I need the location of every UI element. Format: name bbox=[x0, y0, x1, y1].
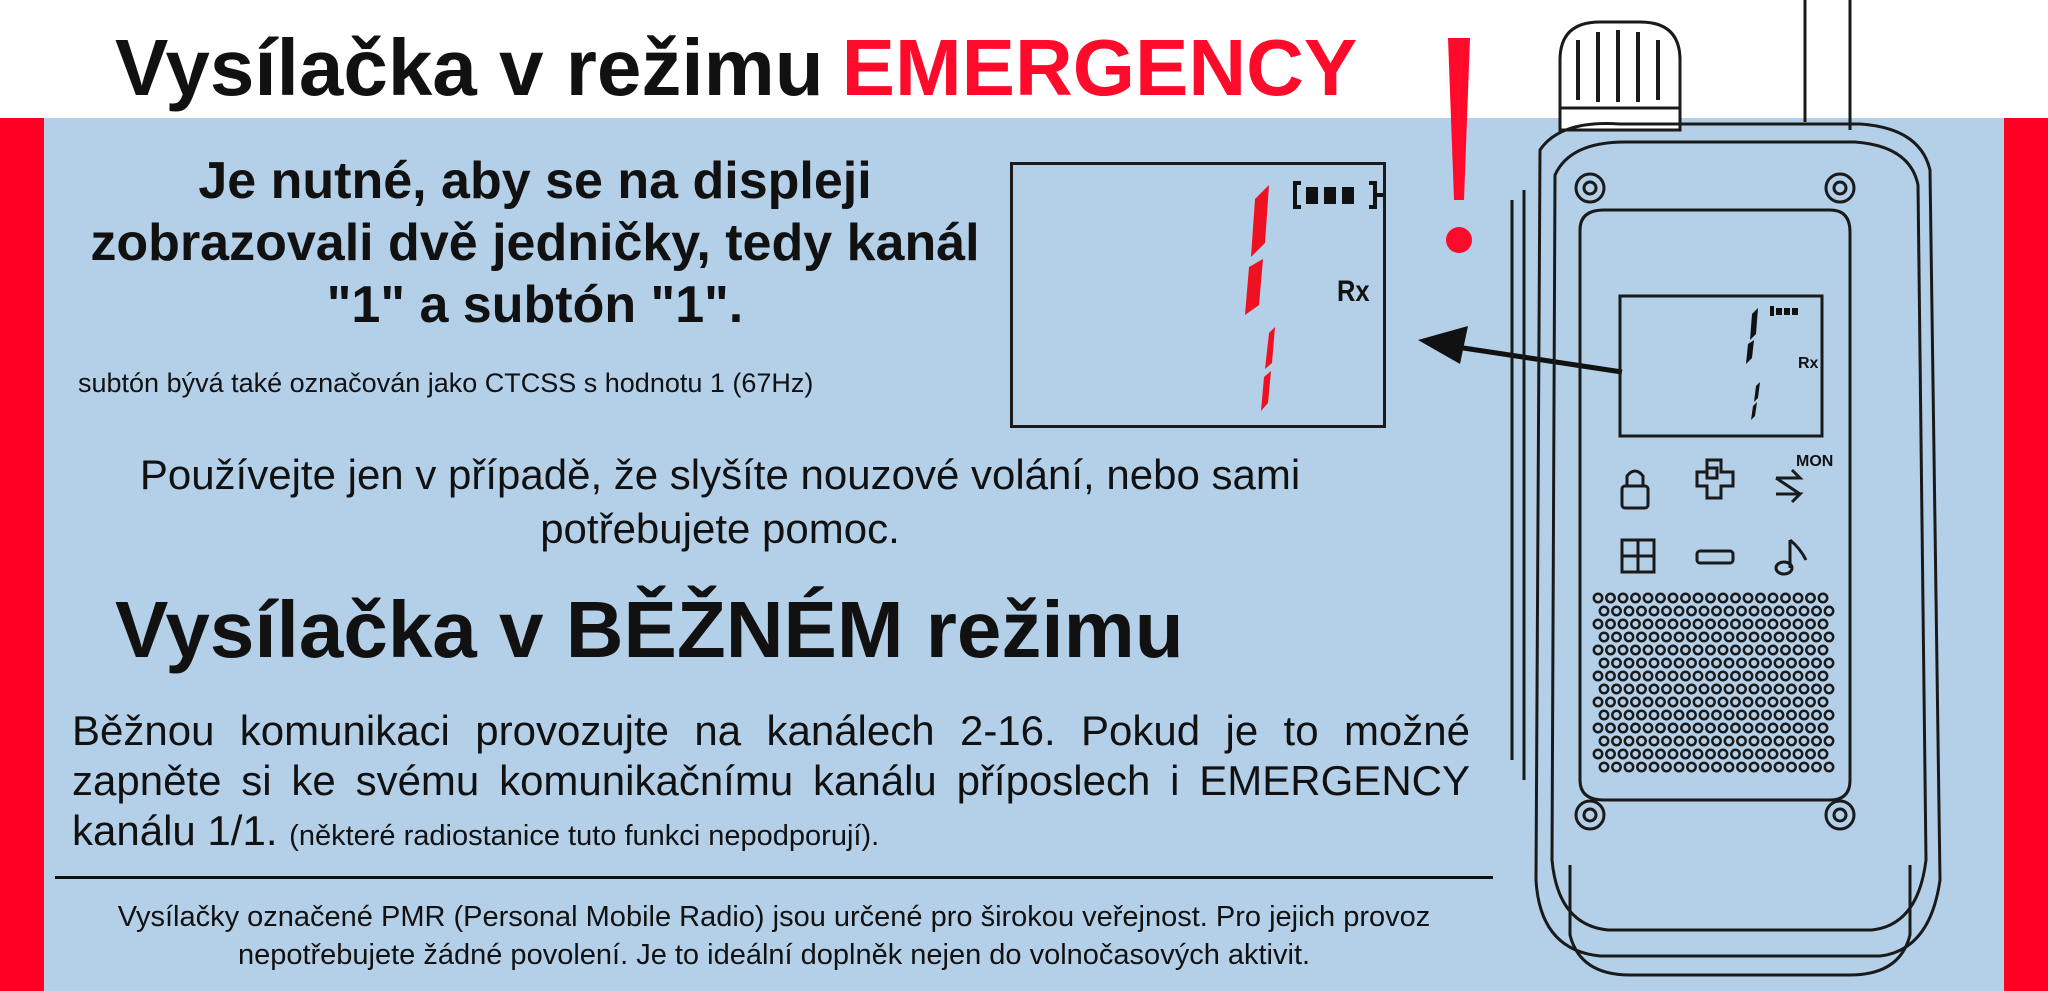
speaker-hole bbox=[1675, 737, 1683, 745]
speaker-hole bbox=[1606, 620, 1614, 628]
speaker-hole bbox=[1775, 737, 1783, 745]
speaker-hole bbox=[1737, 685, 1745, 693]
speaker-hole bbox=[1656, 646, 1664, 654]
speaker-hole bbox=[1744, 698, 1752, 706]
speaker-hole bbox=[1650, 737, 1658, 745]
speaker-hole bbox=[1737, 763, 1745, 771]
speaker-hole bbox=[1712, 763, 1720, 771]
speaker-hole bbox=[1594, 672, 1602, 680]
speaker-hole bbox=[1781, 646, 1789, 654]
speaker-hole bbox=[1725, 659, 1733, 667]
speaker-hole bbox=[1625, 607, 1633, 615]
speaker-hole bbox=[1800, 763, 1808, 771]
speaker-hole bbox=[1787, 763, 1795, 771]
speaker-hole bbox=[1612, 633, 1620, 641]
speaker-hole bbox=[1694, 698, 1702, 706]
normal-mode-note: (některé radiostanice tuto funkci nepodporují). bbox=[289, 820, 880, 852]
speaker-hole bbox=[1669, 646, 1677, 654]
speaker-hole bbox=[1775, 607, 1783, 615]
speaker-hole bbox=[1806, 646, 1814, 654]
speaker-hole bbox=[1712, 685, 1720, 693]
speaker-hole bbox=[1637, 763, 1645, 771]
speaker-hole bbox=[1812, 763, 1820, 771]
speaker-hole bbox=[1787, 607, 1795, 615]
speaker-hole bbox=[1681, 698, 1689, 706]
speaker-hole bbox=[1737, 607, 1745, 615]
speaker-hole bbox=[1619, 594, 1627, 602]
speaker-hole bbox=[1612, 685, 1620, 693]
speaker-hole bbox=[1644, 750, 1652, 758]
speaker-hole bbox=[1650, 659, 1658, 667]
speaker-hole bbox=[1606, 698, 1614, 706]
speaker-hole bbox=[1606, 594, 1614, 602]
speaker-hole bbox=[1631, 620, 1639, 628]
mini-display bbox=[1620, 296, 1822, 436]
speaker-hole bbox=[1637, 659, 1645, 667]
speaker-hole bbox=[1750, 737, 1758, 745]
speaker-hole bbox=[1794, 594, 1802, 602]
speaker-hole bbox=[1631, 646, 1639, 654]
speaker-hole bbox=[1656, 620, 1664, 628]
speaker-hole bbox=[1706, 698, 1714, 706]
speaker-hole bbox=[1725, 737, 1733, 745]
speaker-hole bbox=[1750, 711, 1758, 719]
speaker-hole bbox=[1637, 607, 1645, 615]
speaker-hole bbox=[1756, 750, 1764, 758]
speaker-hole bbox=[1687, 633, 1695, 641]
speaker-hole bbox=[1644, 672, 1652, 680]
speaker-hole bbox=[1756, 698, 1764, 706]
speaker-hole bbox=[1737, 659, 1745, 667]
speaker-hole bbox=[1819, 646, 1827, 654]
speaker-hole bbox=[1625, 633, 1633, 641]
speaker-hole bbox=[1706, 724, 1714, 732]
speaker-hole bbox=[1700, 763, 1708, 771]
footer-text: Vysílačky označené PMR (Personal Mobile Radio) jsou určené pro širokou veřejnost. Pro jejich provoz nepotřebujete žádné povolení. Je to ideální doplněk nejen do volnočasových aktivit. bbox=[117, 901, 1431, 971]
speaker-hole bbox=[1594, 724, 1602, 732]
speaker-hole bbox=[1719, 698, 1727, 706]
scan-icon bbox=[1776, 470, 1800, 502]
speaker-hole bbox=[1806, 594, 1814, 602]
speaker-hole bbox=[1750, 633, 1758, 641]
speaker-hole bbox=[1756, 672, 1764, 680]
speaker-hole bbox=[1656, 672, 1664, 680]
speaker-hole bbox=[1606, 750, 1614, 758]
speaker-hole bbox=[1700, 737, 1708, 745]
rx-label: Rx bbox=[1337, 275, 1370, 308]
speaker-hole bbox=[1650, 685, 1658, 693]
speaker-hole bbox=[1769, 672, 1777, 680]
speaker-hole bbox=[1662, 659, 1670, 667]
speaker-hole bbox=[1806, 698, 1814, 706]
display-digits bbox=[1013, 165, 1389, 431]
speaker-hole bbox=[1681, 620, 1689, 628]
speaker-hole bbox=[1712, 711, 1720, 719]
speaker-hole bbox=[1700, 607, 1708, 615]
speaker-hole bbox=[1762, 685, 1770, 693]
speaker-hole bbox=[1662, 737, 1670, 745]
speaker-hole bbox=[1762, 607, 1770, 615]
speaker-hole bbox=[1781, 750, 1789, 758]
speaker-hole bbox=[1687, 763, 1695, 771]
speaker-hole bbox=[1794, 698, 1802, 706]
divider bbox=[55, 876, 1493, 879]
speaker-hole bbox=[1762, 711, 1770, 719]
speaker-hole bbox=[1744, 646, 1752, 654]
speaker-hole bbox=[1819, 620, 1827, 628]
lock-icon bbox=[1622, 486, 1648, 508]
mini-display-rx: Rx bbox=[1798, 355, 1819, 372]
speaker-hole bbox=[1650, 633, 1658, 641]
speaker-hole bbox=[1669, 672, 1677, 680]
speaker-hole bbox=[1619, 620, 1627, 628]
exclamation-icon bbox=[1430, 30, 1490, 270]
speaker-hole bbox=[1750, 659, 1758, 667]
speaker-hole bbox=[1631, 750, 1639, 758]
emergency-title-prefix: Vysílačka v režimu bbox=[115, 23, 824, 112]
speaker-hole bbox=[1825, 737, 1833, 745]
speaker-hole bbox=[1625, 659, 1633, 667]
emergency-usage: Používejte jen v případě, že slyšíte nouzové volání, nebo sami potřebujete pomoc. bbox=[139, 451, 1301, 552]
emergency-title bbox=[115, 23, 1358, 112]
speaker-hole bbox=[1756, 594, 1764, 602]
speaker-hole bbox=[1706, 620, 1714, 628]
speaker-hole bbox=[1750, 763, 1758, 771]
speaker-hole bbox=[1662, 763, 1670, 771]
speaker-hole bbox=[1625, 763, 1633, 771]
speaker-hole bbox=[1812, 711, 1820, 719]
speaker-hole bbox=[1794, 646, 1802, 654]
speaker-hole bbox=[1812, 737, 1820, 745]
speaker-hole bbox=[1725, 607, 1733, 615]
speaker-hole bbox=[1744, 672, 1752, 680]
speaker-hole bbox=[1662, 607, 1670, 615]
speaker-hole bbox=[1644, 646, 1652, 654]
speaker-hole bbox=[1687, 685, 1695, 693]
speaker-hole bbox=[1675, 659, 1683, 667]
speaker-hole bbox=[1687, 737, 1695, 745]
speaker-hole bbox=[1731, 672, 1739, 680]
speaker-hole bbox=[1675, 685, 1683, 693]
speaker-hole bbox=[1600, 737, 1608, 745]
speaker-hole bbox=[1775, 659, 1783, 667]
speaker-hole bbox=[1650, 607, 1658, 615]
plus-icon bbox=[1697, 460, 1733, 498]
speaker-hole bbox=[1650, 763, 1658, 771]
speaker-hole bbox=[1794, 724, 1802, 732]
speaker-hole bbox=[1737, 711, 1745, 719]
speaker-hole bbox=[1656, 750, 1664, 758]
speaker-hole bbox=[1612, 763, 1620, 771]
speaker-hole bbox=[1775, 763, 1783, 771]
speaker-hole bbox=[1825, 633, 1833, 641]
speaker-hole bbox=[1744, 750, 1752, 758]
speaker-hole bbox=[1600, 711, 1608, 719]
speaker-hole bbox=[1781, 724, 1789, 732]
speaker-hole bbox=[1806, 724, 1814, 732]
mon-label: MON bbox=[1796, 453, 1834, 470]
speaker-hole bbox=[1594, 620, 1602, 628]
channel-digit bbox=[1245, 185, 1269, 315]
speaker-hole bbox=[1675, 633, 1683, 641]
speaker-hole bbox=[1631, 672, 1639, 680]
speaker-hole bbox=[1812, 685, 1820, 693]
speaker-hole bbox=[1675, 763, 1683, 771]
speaker-hole bbox=[1762, 737, 1770, 745]
speaker-hole bbox=[1612, 711, 1620, 719]
display-illustration bbox=[1010, 162, 1386, 428]
speaker-hole bbox=[1769, 750, 1777, 758]
speaker-hole bbox=[1825, 659, 1833, 667]
speaker-hole bbox=[1806, 672, 1814, 680]
speaker-hole bbox=[1656, 724, 1664, 732]
speaker-hole bbox=[1756, 724, 1764, 732]
speaker-hole bbox=[1762, 763, 1770, 771]
speaker-hole bbox=[1750, 607, 1758, 615]
speaker-hole bbox=[1619, 724, 1627, 732]
speaker-hole bbox=[1619, 698, 1627, 706]
speaker-hole bbox=[1744, 724, 1752, 732]
speaker-hole bbox=[1712, 737, 1720, 745]
speaker-hole bbox=[1644, 698, 1652, 706]
speaker-hole bbox=[1769, 620, 1777, 628]
speaker-hole bbox=[1681, 646, 1689, 654]
speaker-hole bbox=[1669, 620, 1677, 628]
speaker-hole bbox=[1719, 750, 1727, 758]
speaker-hole bbox=[1694, 750, 1702, 758]
speaker-hole bbox=[1619, 672, 1627, 680]
speaker-grille bbox=[1594, 594, 1833, 771]
speaker-hole bbox=[1781, 594, 1789, 602]
speaker-hole bbox=[1744, 620, 1752, 628]
speaker-hole bbox=[1600, 607, 1608, 615]
speaker-hole bbox=[1687, 659, 1695, 667]
speaker-hole bbox=[1769, 698, 1777, 706]
speaker-hole bbox=[1819, 672, 1827, 680]
speaker-hole bbox=[1694, 672, 1702, 680]
speaker-hole bbox=[1594, 750, 1602, 758]
speaker-hole bbox=[1794, 750, 1802, 758]
speaker-hole bbox=[1644, 724, 1652, 732]
speaker-hole bbox=[1656, 594, 1664, 602]
speaker-hole bbox=[1806, 620, 1814, 628]
speaker-hole bbox=[1800, 633, 1808, 641]
speaker-hole bbox=[1619, 646, 1627, 654]
speaker-hole bbox=[1819, 698, 1827, 706]
speaker-hole bbox=[1681, 750, 1689, 758]
speaker-hole bbox=[1781, 620, 1789, 628]
speaker-hole bbox=[1650, 711, 1658, 719]
speaker-hole bbox=[1787, 633, 1795, 641]
left-red-stripe bbox=[0, 118, 44, 991]
speaker-hole bbox=[1612, 607, 1620, 615]
speaker-hole bbox=[1762, 633, 1770, 641]
speaker-hole bbox=[1825, 607, 1833, 615]
speaker-hole bbox=[1787, 711, 1795, 719]
speaker-hole bbox=[1700, 659, 1708, 667]
speaker-hole bbox=[1675, 711, 1683, 719]
speaker-hole bbox=[1781, 672, 1789, 680]
speaker-hole bbox=[1637, 737, 1645, 745]
speaker-hole bbox=[1594, 594, 1602, 602]
emergency-title-emphasis: EMERGENCY bbox=[841, 23, 1358, 112]
speaker-hole bbox=[1619, 750, 1627, 758]
speaker-hole bbox=[1775, 711, 1783, 719]
speaker-hole bbox=[1769, 646, 1777, 654]
speaker-hole bbox=[1600, 685, 1608, 693]
speaker-hole bbox=[1662, 711, 1670, 719]
speaker-hole bbox=[1737, 737, 1745, 745]
normal-mode-text bbox=[72, 706, 1470, 861]
speaker-hole bbox=[1762, 659, 1770, 667]
speaker-hole bbox=[1681, 724, 1689, 732]
speaker-hole bbox=[1687, 711, 1695, 719]
speaker-hole bbox=[1769, 724, 1777, 732]
speaker-hole bbox=[1769, 594, 1777, 602]
speaker-hole bbox=[1631, 698, 1639, 706]
speaker-hole bbox=[1756, 646, 1764, 654]
speaker-hole bbox=[1669, 724, 1677, 732]
speaker-hole bbox=[1737, 633, 1745, 641]
speaker-hole bbox=[1719, 724, 1727, 732]
speaker-hole bbox=[1694, 724, 1702, 732]
speaker-hole bbox=[1800, 659, 1808, 667]
speaker-hole bbox=[1800, 711, 1808, 719]
radio-illustration bbox=[1500, 0, 2020, 991]
speaker-hole bbox=[1731, 724, 1739, 732]
speaker-hole bbox=[1637, 711, 1645, 719]
speaker-hole bbox=[1625, 737, 1633, 745]
speaker-hole bbox=[1600, 763, 1608, 771]
speaker-hole bbox=[1731, 698, 1739, 706]
speaker-hole bbox=[1662, 685, 1670, 693]
normal-mode-body: Běžnou komunikaci provozujte na kanálech 2-16. Pokud je to možné zapněte si ke svému komunikačnímu kanálu příposlech i EMERGENCY kanálu 1/1. bbox=[72, 707, 1470, 854]
speaker-hole bbox=[1719, 646, 1727, 654]
speaker-hole bbox=[1656, 698, 1664, 706]
speaker-hole bbox=[1806, 750, 1814, 758]
speaker-hole bbox=[1725, 685, 1733, 693]
speaker-hole bbox=[1600, 633, 1608, 641]
speaker-hole bbox=[1706, 672, 1714, 680]
speaker-hole bbox=[1637, 685, 1645, 693]
speaker-hole bbox=[1794, 672, 1802, 680]
speaker-hole bbox=[1825, 763, 1833, 771]
speaker-hole bbox=[1712, 633, 1720, 641]
speaker-hole bbox=[1669, 594, 1677, 602]
speaker-hole bbox=[1706, 646, 1714, 654]
speaker-hole bbox=[1612, 659, 1620, 667]
speaker-hole bbox=[1750, 685, 1758, 693]
speaker-hole bbox=[1625, 685, 1633, 693]
speaker-hole bbox=[1725, 711, 1733, 719]
speaker-hole bbox=[1700, 633, 1708, 641]
speaker-hole bbox=[1787, 685, 1795, 693]
speaker-hole bbox=[1812, 607, 1820, 615]
speaker-hole bbox=[1819, 750, 1827, 758]
ctcss-note: subtón bývá také označován jako CTCSS s hodnotu 1 (67Hz) bbox=[78, 368, 814, 398]
music-icon bbox=[1790, 540, 1806, 568]
speaker-hole bbox=[1600, 659, 1608, 667]
speaker-hole bbox=[1606, 646, 1614, 654]
speaker-hole bbox=[1669, 698, 1677, 706]
speaker-hole bbox=[1694, 620, 1702, 628]
normal-mode-title: Vysílačka v BĚŽNÉM režimu bbox=[115, 585, 1184, 674]
speaker-hole bbox=[1669, 750, 1677, 758]
speaker-hole bbox=[1681, 594, 1689, 602]
speaker-hole bbox=[1706, 594, 1714, 602]
speaker-hole bbox=[1662, 633, 1670, 641]
speaker-hole bbox=[1719, 672, 1727, 680]
speaker-hole bbox=[1825, 711, 1833, 719]
speaker-hole bbox=[1725, 763, 1733, 771]
speaker-hole bbox=[1694, 594, 1702, 602]
minus-icon bbox=[1697, 551, 1733, 563]
speaker-hole bbox=[1787, 737, 1795, 745]
speaker-hole bbox=[1644, 594, 1652, 602]
speaker-hole bbox=[1606, 724, 1614, 732]
speaker-hole bbox=[1694, 646, 1702, 654]
speaker-hole bbox=[1781, 698, 1789, 706]
speaker-hole bbox=[1644, 620, 1652, 628]
speaker-hole bbox=[1681, 672, 1689, 680]
speaker-hole bbox=[1756, 620, 1764, 628]
speaker-hole bbox=[1775, 633, 1783, 641]
radio-body bbox=[1536, 124, 1940, 956]
speaker-hole bbox=[1625, 711, 1633, 719]
speaker-hole bbox=[1725, 633, 1733, 641]
speaker-hole bbox=[1731, 750, 1739, 758]
speaker-hole bbox=[1775, 685, 1783, 693]
speaker-hole bbox=[1812, 659, 1820, 667]
speaker-hole bbox=[1812, 633, 1820, 641]
subtone-digit bbox=[1261, 327, 1275, 411]
speaker-hole bbox=[1731, 620, 1739, 628]
speaker-hole bbox=[1731, 646, 1739, 654]
speaker-hole bbox=[1800, 737, 1808, 745]
speaker-hole bbox=[1719, 620, 1727, 628]
speaker-hole bbox=[1819, 724, 1827, 732]
speaker-hole bbox=[1825, 685, 1833, 693]
speaker-hole bbox=[1706, 750, 1714, 758]
speaker-hole bbox=[1637, 633, 1645, 641]
speaker-hole bbox=[1819, 594, 1827, 602]
speaker-hole bbox=[1787, 659, 1795, 667]
speaker-hole bbox=[1800, 685, 1808, 693]
antenna bbox=[1805, 0, 1850, 130]
speaker-hole bbox=[1594, 698, 1602, 706]
speaker-hole bbox=[1631, 724, 1639, 732]
speaker-hole bbox=[1794, 620, 1802, 628]
speaker-hole bbox=[1700, 685, 1708, 693]
speaker-hole bbox=[1712, 607, 1720, 615]
speaker-hole bbox=[1631, 594, 1639, 602]
speaker-hole bbox=[1687, 607, 1695, 615]
speaker-hole bbox=[1606, 672, 1614, 680]
speaker-hole bbox=[1731, 594, 1739, 602]
speaker-hole bbox=[1612, 737, 1620, 745]
speaker-hole bbox=[1594, 646, 1602, 654]
speaker-hole bbox=[1700, 711, 1708, 719]
speaker-hole bbox=[1800, 607, 1808, 615]
speaker-hole bbox=[1719, 594, 1727, 602]
emergency-requirement: Je nutné, aby se na displeji zobrazovali dvě jedničky, tedy kanál "1" a subtón "1". bbox=[90, 152, 980, 334]
speaker-hole bbox=[1675, 607, 1683, 615]
speaker-hole bbox=[1712, 659, 1720, 667]
speaker-hole bbox=[1744, 594, 1752, 602]
